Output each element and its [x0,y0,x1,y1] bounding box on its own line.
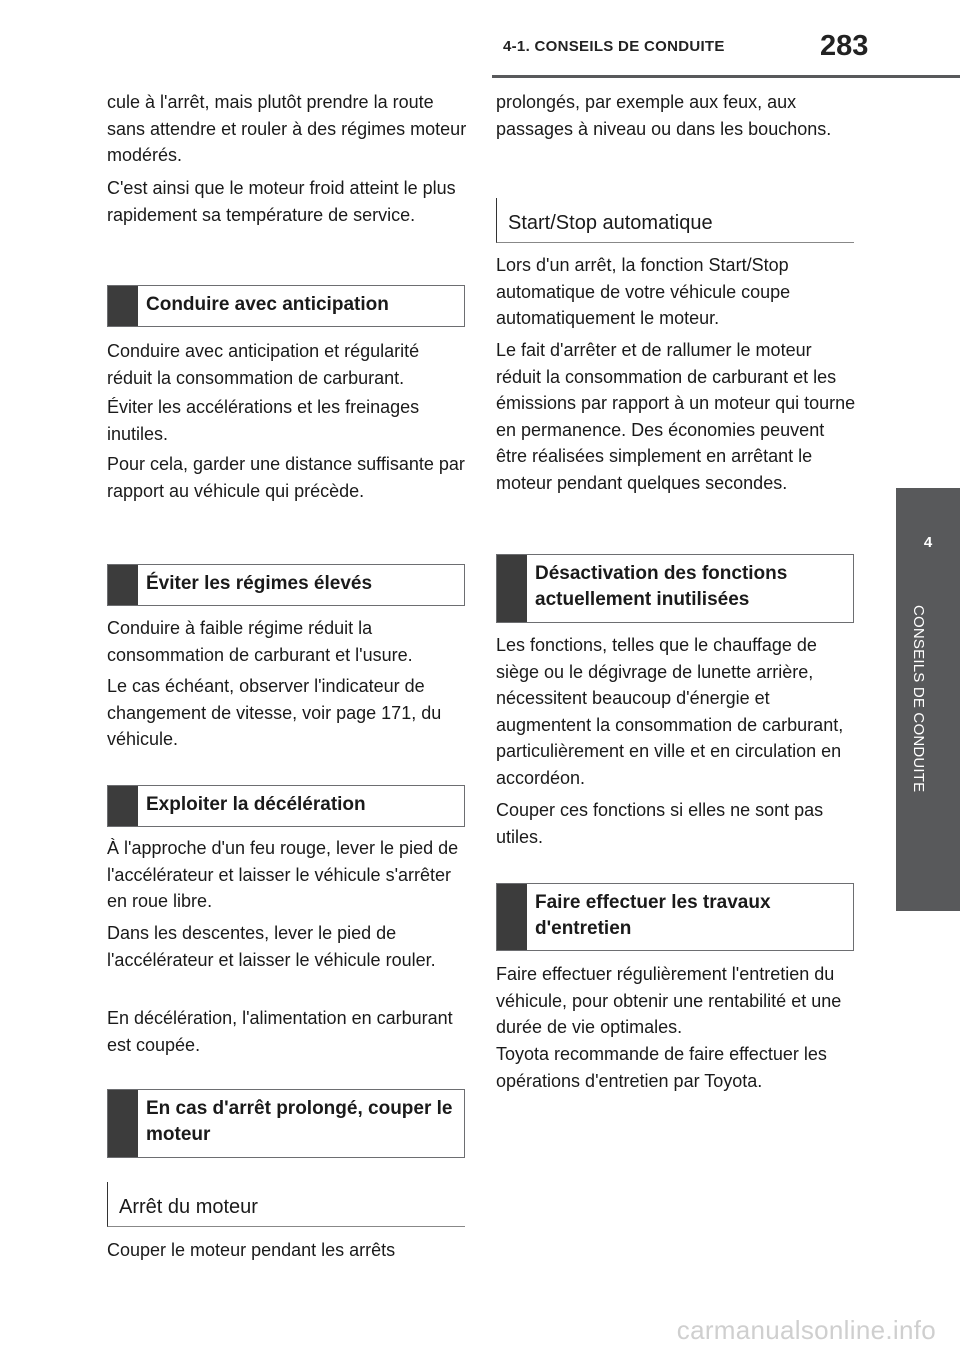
subsection-heading [496,198,854,243]
section-heading [107,285,465,327]
header-rule [492,75,960,78]
paragraph: Pour cela, garder une distance suffisante par rapport au véhicule qui précède. [107,454,465,501]
heading-bar [497,884,527,950]
paragraph: Lors d'un arrêt, la fonction Start/Stop automatique de votre véhicule coupe automatiquement le moteur. [496,255,791,329]
subsection-heading [107,1182,465,1227]
heading-bar [108,786,138,826]
section-heading-text: Faire effectuer les travaux d'entretien [535,892,771,939]
section-heading-text: Désactivation des fonctions actuellement inutilisées [535,563,788,610]
paragraph: C'est ainsi que le moteur froid atteint le plus rapidement sa température de service. [107,178,456,225]
section-heading-text: Conduire avec anticipation [146,294,389,315]
section-heading [107,785,465,827]
paragraph: Le fait d'arrêter et de rallumer le moteur réduit la consommation de carburant et les émissions par rapport à un moteur qui tourne en permanence. Des économies peuvent être réalisées simplement en arrêtant le moteur pendant quelques secondes. [496,340,856,493]
subsection-heading-text: Arrêt du moteur [119,1196,258,1218]
section-heading-text: En cas d'arrêt prolongé, couper le moteur [146,1098,453,1145]
section-title: 4-1. CONSEILS DE CONDUITE [503,38,725,55]
paragraph: Le cas échéant, observer l'indicateur de changement de vitesse, voir page 171, du véhicule. [107,676,442,750]
paragraph: Couper ces fonctions si elles ne sont pas utiles. [496,800,824,847]
paragraph: Couper le moteur pendant les arrêts [107,1240,396,1260]
watermark: carmanualsonline.info [676,1315,936,1345]
paragraph: En décélération, l'alimentation en carburant est coupée. [107,1008,453,1055]
paragraph: prolongés, par exemple aux feux, aux passages à niveau ou dans les bouchons. [496,92,832,139]
chapter-number: 4 [923,533,933,551]
paragraph: Toyota recommande de faire effectuer les opérations d'entretien par Toyota. [496,1044,827,1091]
section-heading-text: Exploiter la décélération [146,794,366,815]
paragraph: Faire effectuer régulièrement l'entretien du véhicule, pour obtenir une rentabilité et une durée de vie optimales. [496,964,842,1038]
paragraph: À l'approche d'un feu rouge, lever le pied de l'accélérateur et laisser le véhicule s'arrêter en roue libre. [107,838,459,912]
section-heading [107,1089,465,1158]
paragraph: Éviter les accélérations et les freinages inutiles. [107,397,420,444]
heading-bar [108,286,138,326]
paragraph: cule à l'arrêt, mais plutôt prendre la route sans attendre et rouler à des régimes moteur modérés. [107,92,467,166]
heading-bar [108,565,138,605]
section-heading [496,554,854,623]
page-number: 283 [820,30,869,62]
chapter-label: CONSEILS DE CONDUITE [910,605,927,793]
heading-bar [108,1090,138,1157]
section-heading [107,564,465,606]
section-heading [496,883,854,951]
chapter-number-tab [896,488,960,596]
paragraph: Conduire avec anticipation et régularité réduit la consommation de carburant. [107,341,420,388]
section-heading-text: Éviter les régimes élevés [146,573,373,594]
heading-bar [497,555,527,622]
subsection-heading-text: Start/Stop automatique [508,212,713,234]
paragraph: Dans les descentes, lever le pied de l'accélérateur et laisser le véhicule rouler. [107,923,436,970]
paragraph: Conduire à faible régime réduit la consommation de carburant et l'usure. [107,618,413,665]
paragraph: Les fonctions, telles que le chauffage de siège ou le dégivrage de lunette arrière, nécessitent beaucoup d'énergie et augmentent la consommation de carburant, particulièrement en ville et en circulation en accordéon. [496,635,844,788]
